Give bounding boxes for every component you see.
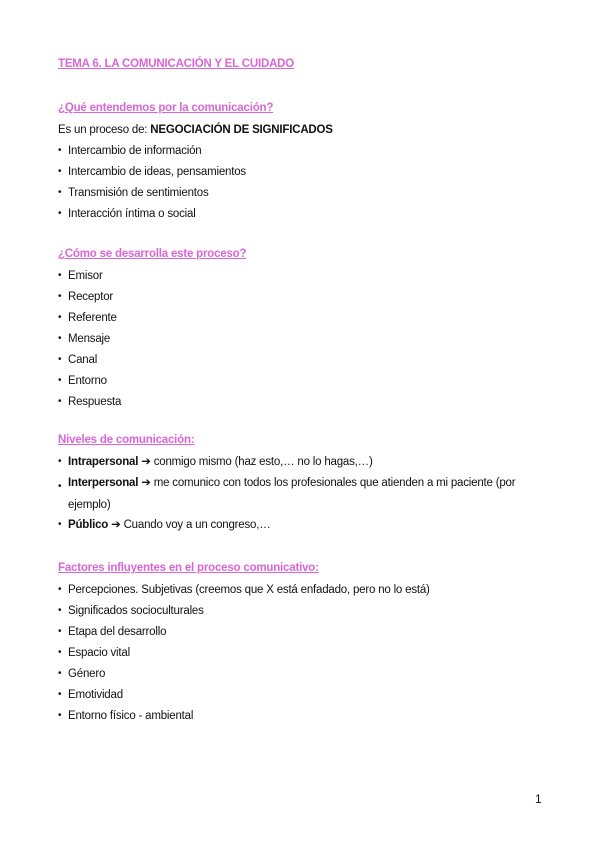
list-item: • Intercambio de información <box>58 144 558 165</box>
list-item: • Mensaje <box>58 332 558 353</box>
level-description: conmigo mismo (haz esto,… no lo hagas,…) <box>150 456 373 468</box>
section-intro <box>58 123 558 144</box>
section-heading: ¿Qué entendemos por la comunicación? <box>58 102 274 114</box>
list-item: • Emisor <box>58 269 558 290</box>
section-communication-levels <box>58 433 558 539</box>
section-what-is-communication <box>58 101 558 228</box>
list-item: • Entorno <box>58 374 558 395</box>
list-item: • Referente <box>58 311 558 332</box>
list-item: • Interacción íntima o social <box>58 207 558 228</box>
section-heading: Factores influyentes en el proceso comunicativo: <box>58 562 319 574</box>
level-term: Intrapersonal <box>68 456 139 468</box>
section-how-process-develops <box>58 247 558 416</box>
intro-bold-term: NEGOCIACIÓN DE SIGNIFICADOS <box>150 124 333 136</box>
section-influencing-factors <box>58 561 558 730</box>
bullet-list <box>58 144 558 228</box>
section-heading: Niveles de comunicación: <box>58 434 195 446</box>
arrow-icon: ➔ <box>141 477 151 489</box>
bullet-list <box>58 269 558 416</box>
document-title: TEMA 6. LA COMUNICACIÓN Y EL CUIDADO <box>58 58 295 70</box>
list-item <box>58 518 558 539</box>
page-number: 1 <box>535 792 542 806</box>
list-item <box>58 472 558 516</box>
level-description: me comunico con todos los profesionales que atienden a mi paciente (por ejemplo) <box>68 477 516 511</box>
list-item: • Transmisión de sentimientos <box>58 186 558 207</box>
section-heading: ¿Cómo se desarrolla este proceso? <box>58 248 247 260</box>
list-item: • Emotividad <box>58 688 558 709</box>
list-item: • Significados socioculturales <box>58 604 558 625</box>
list-item: • Etapa del desarrollo <box>58 625 558 646</box>
list-item: • Entorno físico - ambiental <box>58 709 558 730</box>
intro-prefix: Es un proceso de: <box>58 124 151 136</box>
bullet-list <box>58 455 558 539</box>
list-item: • Intercambio de ideas, pensamientos <box>58 165 558 186</box>
list-item: • Espacio vital <box>58 646 558 667</box>
level-description: Cuando voy a un congreso,… <box>120 519 271 531</box>
arrow-icon: ➔ <box>111 519 121 531</box>
list-item: • Percepciones. Subjetivas (creemos que X está enfadado, pero no lo está) <box>58 583 558 604</box>
arrow-icon: ➔ <box>141 456 151 468</box>
level-term: Interpersonal <box>68 477 139 489</box>
level-term: Público <box>68 519 109 531</box>
list-item: • Receptor <box>58 290 558 311</box>
list-item: • Género <box>58 667 558 688</box>
list-item: • Canal <box>58 353 558 374</box>
bullet-list <box>58 583 558 730</box>
list-item: • Respuesta <box>58 395 558 416</box>
